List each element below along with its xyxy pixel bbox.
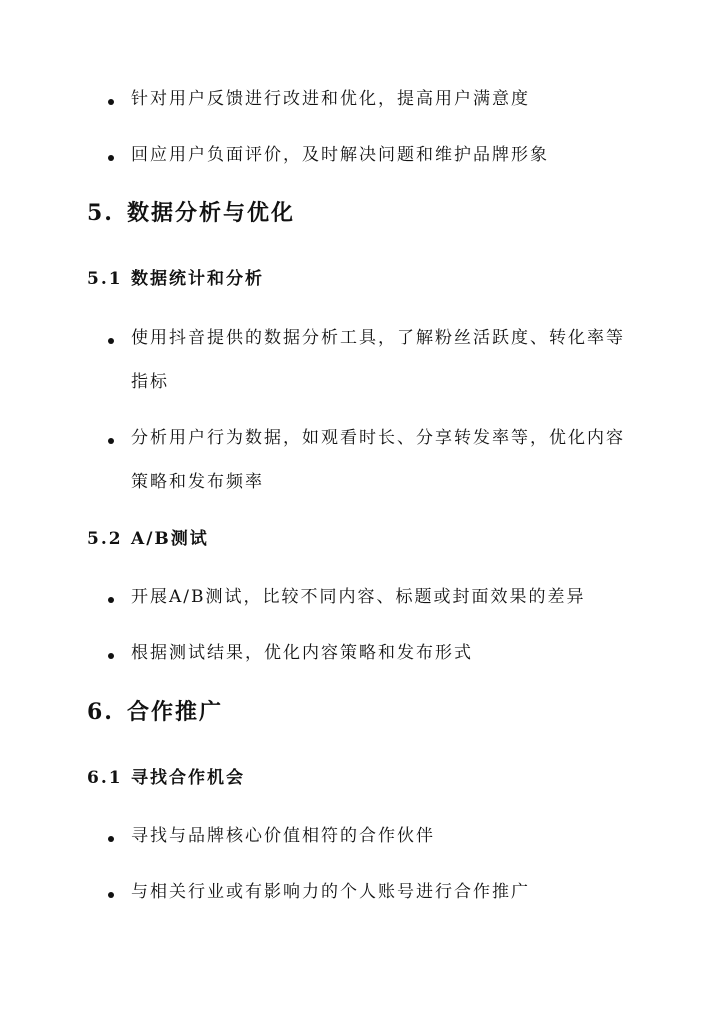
subsection-heading-5-1	[87, 268, 264, 290]
section-number: 6.	[87, 699, 114, 725]
bullet-item-data-tools-continued: 指标	[131, 372, 169, 392]
section-title: 合作推广	[127, 699, 224, 725]
bullet-dot	[108, 438, 114, 444]
bullet-item-ab-test: 开展A/B测试，比较不同内容、标题或封面效果的差异	[131, 587, 586, 607]
subsection-number: 5.2	[87, 529, 123, 549]
bullet-dot	[108, 597, 114, 603]
bullet-item-user-behavior: 分析用户行为数据，如观看时长、分享转发率等，优化内容	[131, 428, 625, 448]
section-heading-6	[87, 698, 223, 726]
bullet-dot	[108, 99, 114, 105]
bullet-dot	[108, 653, 114, 659]
bullet-item-find-partners: 寻找与品牌核心价值相符的合作伙伴	[131, 826, 435, 846]
subsection-title: 寻找合作机会	[131, 768, 245, 788]
bullet-item-test-results: 根据测试结果，优化内容策略和发布形式	[131, 643, 473, 663]
subsection-title: 数据统计和分析	[131, 269, 264, 289]
subsection-heading-5-2	[87, 528, 209, 550]
section-heading-5	[87, 199, 295, 227]
bullet-item-negative-reviews: 回应用户负面评价，及时解决问题和维护品牌形象	[131, 145, 549, 165]
bullet-item-data-tools: 使用抖音提供的数据分析工具，了解粉丝活跃度、转化率等	[131, 328, 625, 348]
bullet-dot	[108, 155, 114, 161]
bullet-item-feedback: 针对用户反馈进行改进和优化，提高用户满意度	[131, 89, 530, 109]
bullet-item-user-behavior-continued: 策略和发布频率	[131, 472, 264, 492]
section-number: 5.	[87, 200, 114, 226]
bullet-dot	[108, 836, 114, 842]
subsection-number: 5.1	[87, 269, 123, 289]
bullet-dot	[108, 338, 114, 344]
subsection-number: 6.1	[87, 768, 123, 788]
bullet-dot	[108, 892, 114, 898]
section-title: 数据分析与优化	[127, 200, 296, 226]
subsection-heading-6-1	[87, 767, 245, 789]
bullet-item-cooperation: 与相关行业或有影响力的个人账号进行合作推广	[131, 882, 530, 902]
subsection-title: A/B测试	[131, 529, 209, 549]
